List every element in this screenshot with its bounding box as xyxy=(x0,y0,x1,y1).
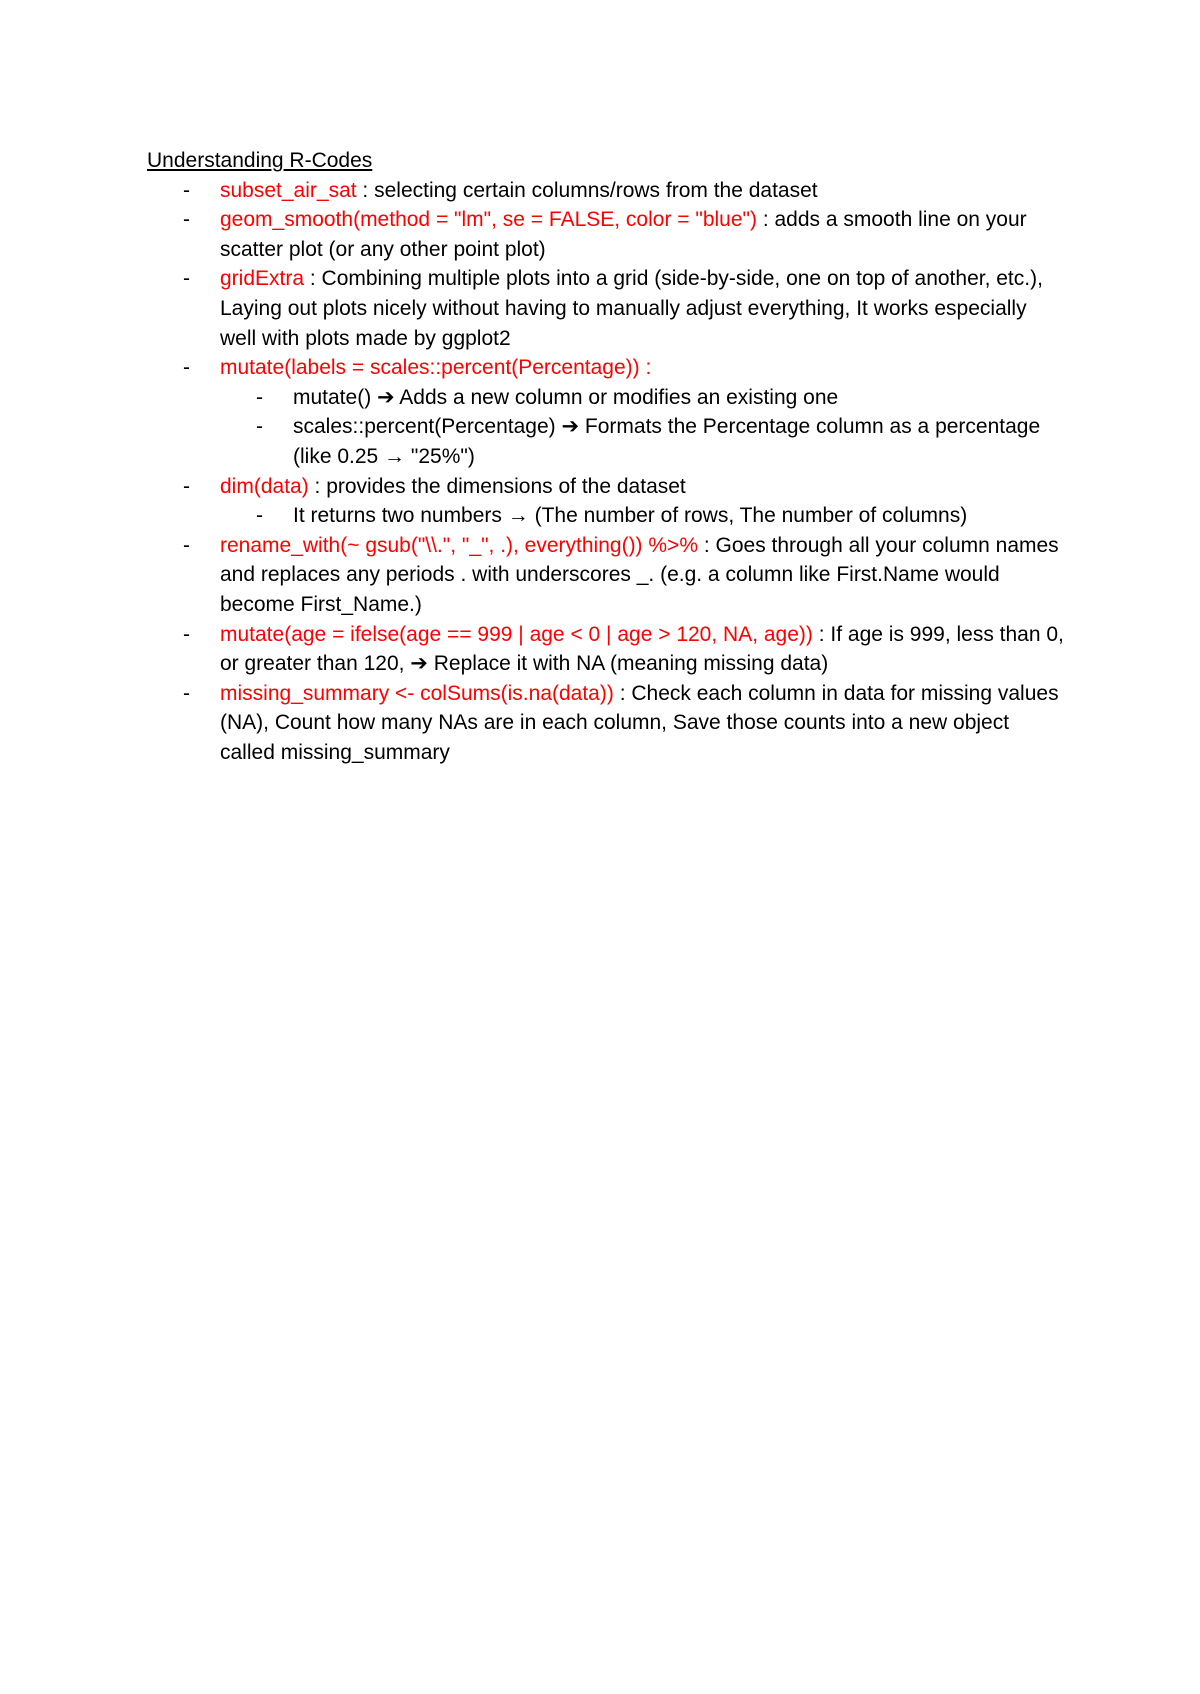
bullet-dash: - xyxy=(256,504,263,528)
sub-list xyxy=(220,501,1067,531)
code-snippet: mutate(labels = scales::percent(Percentage)) : xyxy=(220,356,652,380)
list-item xyxy=(147,472,1067,531)
list-item xyxy=(147,176,1067,206)
bullet-dash: - xyxy=(183,533,190,557)
code-snippet: rename_with(~ gsub("\\.", "_", .), everything()) %>% xyxy=(220,533,698,557)
bullet-dash: - xyxy=(183,356,190,380)
sub-list xyxy=(220,383,1067,472)
bullet-dash: - xyxy=(256,415,263,439)
document-title: Understanding R-Codes xyxy=(147,149,373,172)
bullet-dash: - xyxy=(183,474,190,498)
item-description: : Combining multiple plots into a grid (side-by-side, one on top of another, etc.), Laying out plots nicely without having to manually adjust everything, It works especially well with plots made by ggplot2 xyxy=(220,267,1043,350)
code-snippet: geom_smooth(method = "lm", se = FALSE, color = "blue") xyxy=(220,208,757,232)
list-item xyxy=(147,205,1067,264)
bullet-dash: - xyxy=(183,267,190,291)
bullet-list xyxy=(147,176,1067,768)
sub-item-text: It returns two numbers → (The number of rows, The number of columns) xyxy=(293,504,968,528)
item-description: : adds a smooth line on your scatter plot (or any other point plot) xyxy=(220,208,1027,261)
list-item xyxy=(147,264,1067,353)
list-item xyxy=(147,353,1067,471)
item-description: : Goes through all your column names and replaces any periods . with underscores _. (e.g. a column like First.Name would become First_Name.) xyxy=(220,533,1059,616)
item-description: : selecting certain columns/rows from the dataset xyxy=(356,178,818,202)
document-content xyxy=(147,146,1067,767)
code-snippet: mutate(age = ifelse(age == 999 | age < 0 | age > 120, NA, age)) xyxy=(220,622,813,646)
bullet-dash: - xyxy=(183,681,190,705)
sub-list-item xyxy=(220,412,1067,471)
bullet-dash: - xyxy=(183,178,190,202)
item-description: : provides the dimensions of the dataset xyxy=(308,474,686,498)
bullet-dash: - xyxy=(183,208,190,232)
code-snippet: missing_summary <- colSums(is.na(data)) xyxy=(220,681,614,705)
sub-item-text: scales::percent(Percentage) ➔ Formats the Percentage column as a percentage (like 0.25 → "25%") xyxy=(293,415,1041,468)
item-description: : Check each column in data for missing values (NA), Count how many NAs are in each column, Save those counts into a new object called missing_summary xyxy=(220,681,1059,764)
list-item xyxy=(147,620,1067,679)
code-snippet: gridExtra xyxy=(220,267,305,291)
list-item xyxy=(147,679,1067,768)
code-snippet: subset_air_sat xyxy=(220,178,357,202)
sub-list-item xyxy=(220,383,1067,413)
bullet-dash: - xyxy=(183,622,190,646)
sub-item-text: mutate() ➔ Adds a new column or modifies an existing one xyxy=(293,385,839,409)
item-description: : If age is 999, less than 0, or greater than 120, ➔ Replace it with NA (meaning missing data) xyxy=(220,622,1064,676)
list-item xyxy=(147,531,1067,620)
sub-list-item xyxy=(220,501,1067,531)
code-snippet: dim(data) xyxy=(220,474,309,498)
bullet-dash: - xyxy=(256,385,263,409)
